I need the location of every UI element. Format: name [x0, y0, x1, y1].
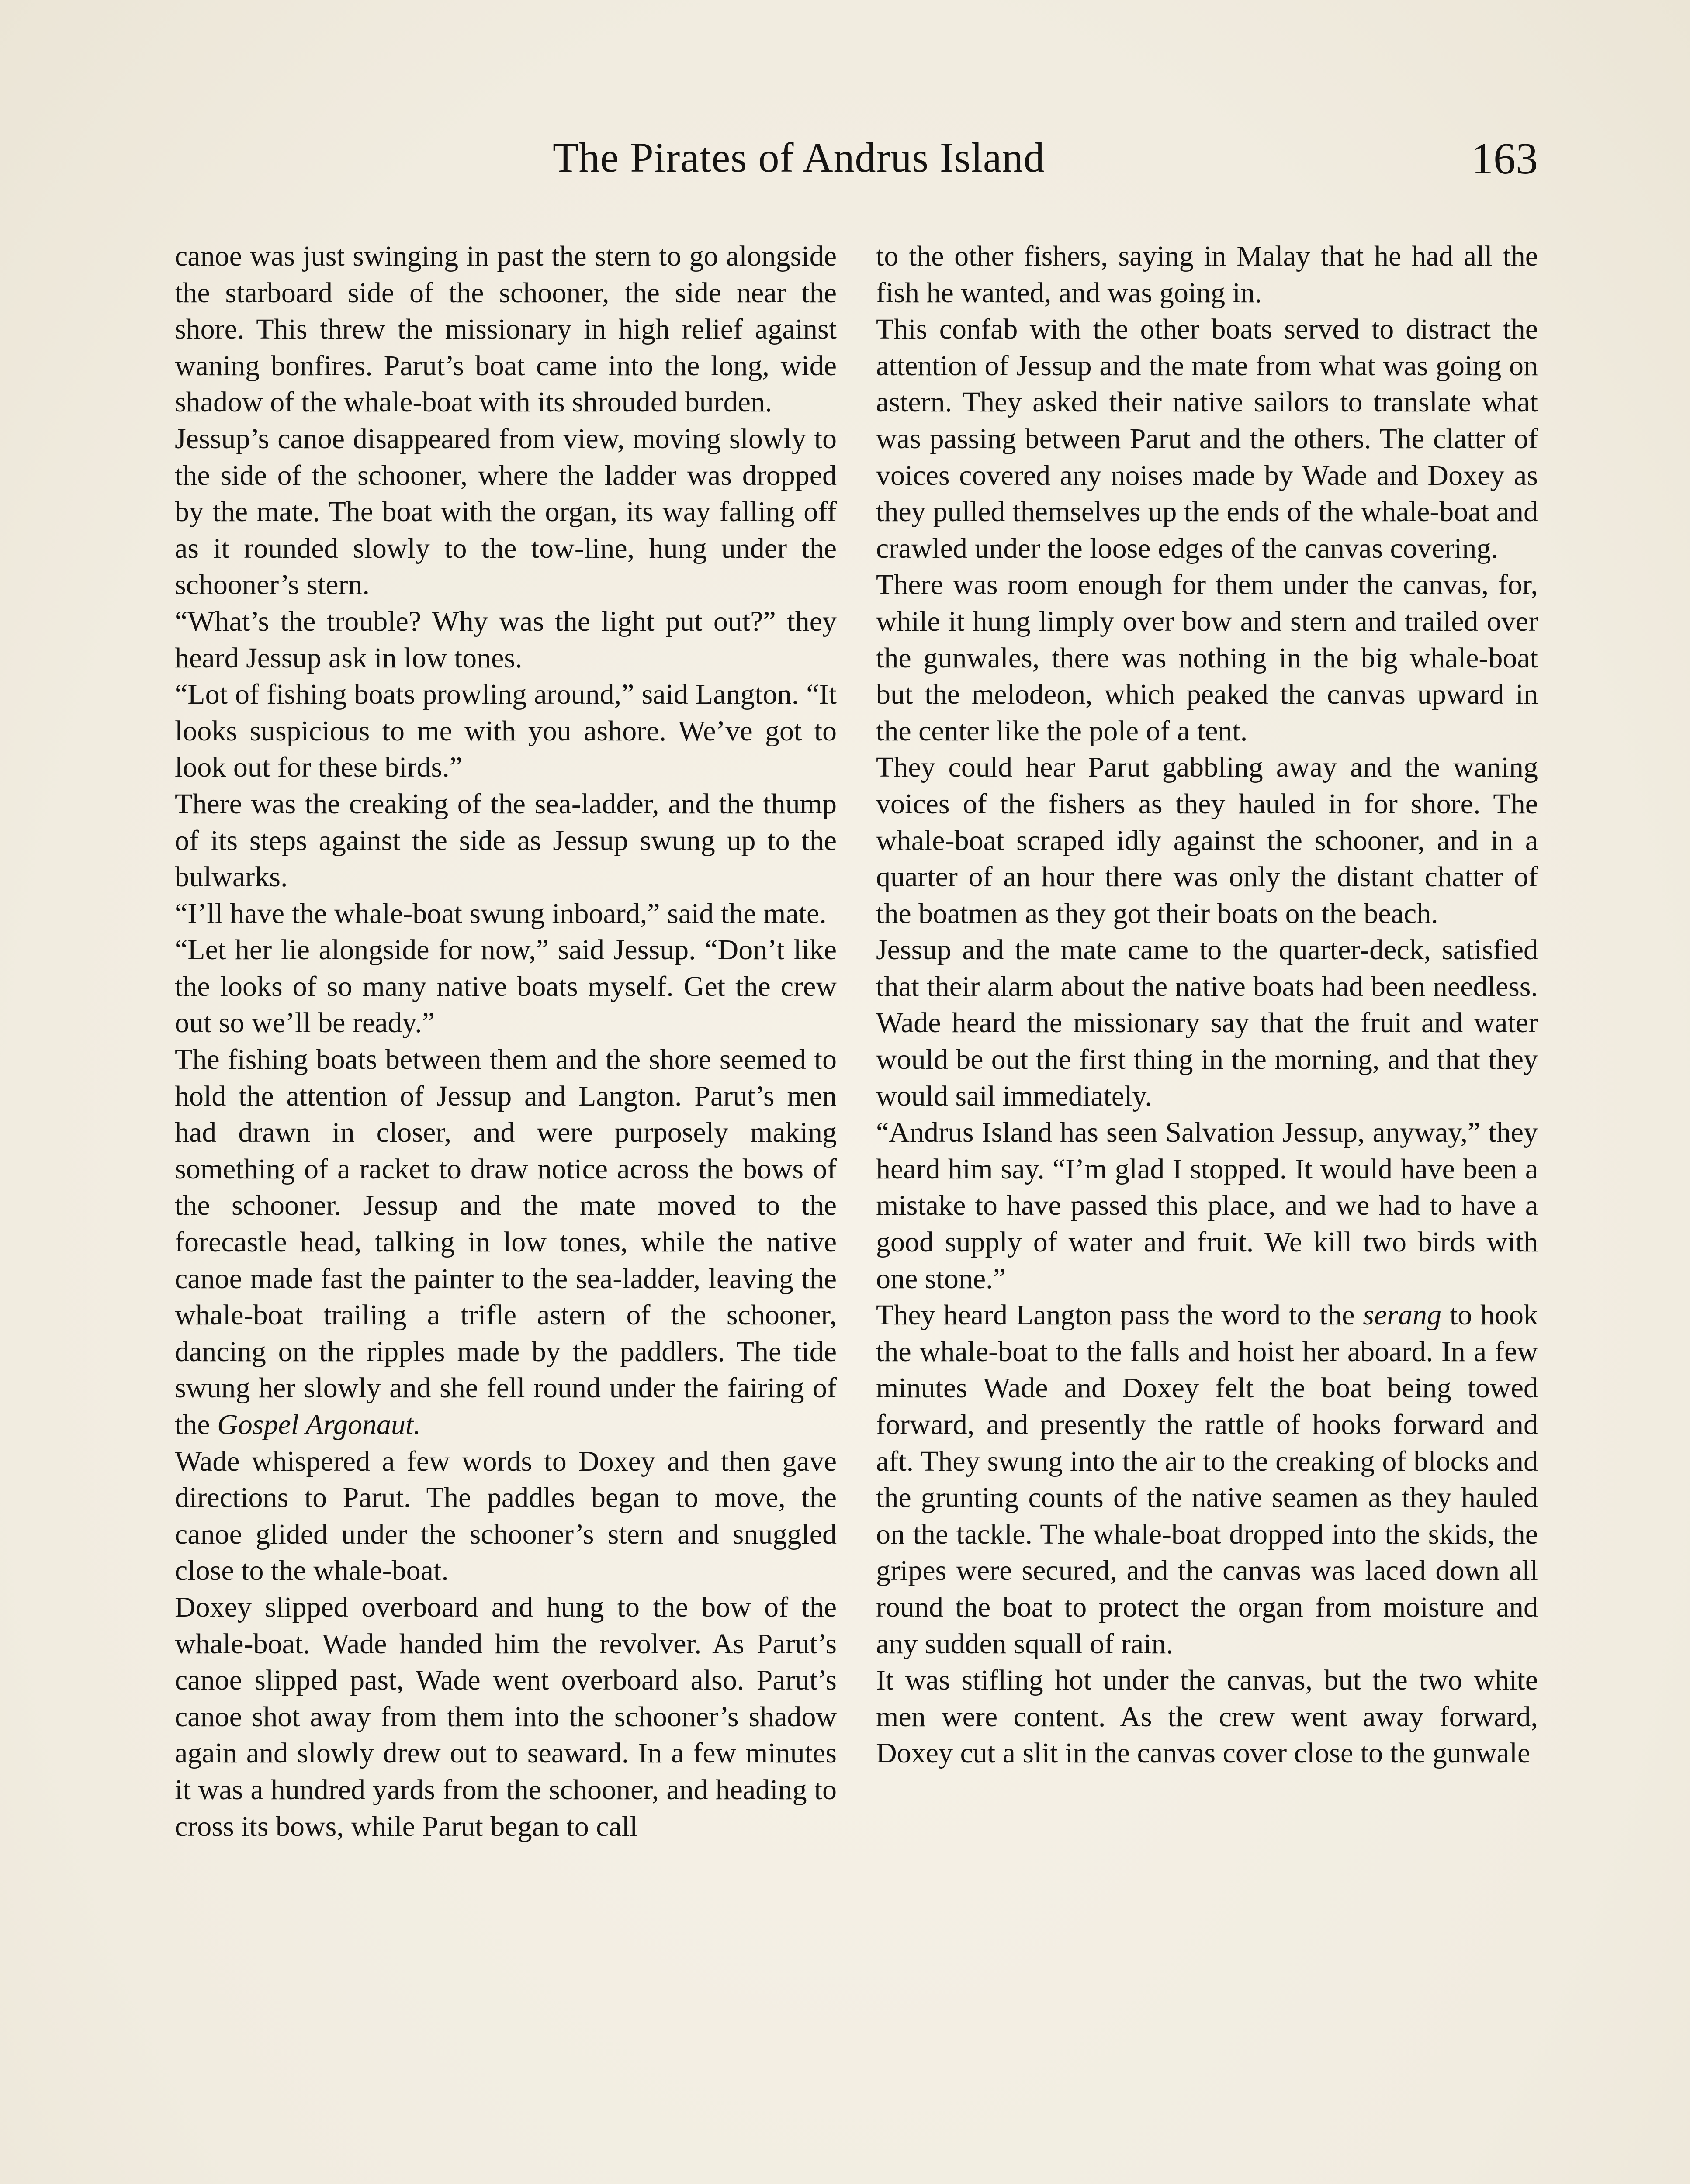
paragraph: There was room enough for them under the canvas, for, while it hung limply over bow and stern and trailed over the gunwales, there was nothing in the big whale-boat but the melodeon, which peaked the canvas upward in the center like the pole of a tent. — [876, 569, 1538, 747]
paragraph — [175, 1041, 837, 1443]
right-column — [876, 238, 1538, 1772]
running-title: The Pirates of Andrus Island — [553, 134, 1045, 181]
paragraph: There was the creaking of the sea-ladder, and the thump of its steps against the side as Jessup swung up to the bulwarks. — [175, 788, 837, 893]
paragraph: This confab with the other boats served to distract the attention of Jessup and the mate from what was going on astern. They asked their native sailors to translate what was passing between Parut and the others. The clatter of voices covered any noises made by Wade and Doxey as they pulled themselves up the ends of the whale-boat and crawled under the loose edges of the canvas covering. — [876, 313, 1538, 564]
page-number: 163 — [1471, 134, 1538, 183]
paragraph: Jessup’s canoe disappeared from view, moving slowly to the side of the schooner, where the ladder was dropped by the mate. The boat with the organ, its way falling off as it rounded slowly to the tow-line, hung under the schooner’s stern. — [175, 422, 837, 601]
paragraph-text: The fishing boats between them and the shore seemed to hold the attention of Jessup and Langton. Parut’s men had drawn in closer, and were purposely making something of a racket to draw notice across the bows of the schooner. Jessup and the mate moved to the forecastle head, talking in low tones, while the native canoe made fast the painter to the sea-ladder, leaving the whale-boat trailing a trifle astern of the schooner, dancing on the ripples made by the paddlers. The tide swung her slowly and she fell round under the fairing of the — [175, 1044, 837, 1441]
italic-term: serang — [1363, 1299, 1442, 1331]
paragraph: Jessup and the mate came to the quarter-deck, satisfied that their alarm about the native boats had been needless. Wade heard the missionary say that the fruit and water would be out the first thing in the morning, and that they would sail immediately. — [876, 934, 1538, 1112]
paragraph: “Let her lie alongside for now,” said Jessup. “Don’t like the looks of so many native boats myself. Get the crew out so we’ll be ready.” — [175, 934, 837, 1039]
paragraph: “Lot of fishing boats prowling around,” said Langton. “It looks suspicious to me with you ashore. We’ve got to look out for these birds.” — [175, 678, 837, 784]
paragraph-text: to hook the whale-boat to the falls and hoist her aboard. In a few minutes Wade and Doxey felt the boat being towed forward, and presently the rattle of hooks forward and aft. They swung into the air to the creaking of blocks and the grunting counts of the native seamen as they hauled on the tackle. The whale-boat dropped into the skids, the gripes were secured, and the canvas was laced down all round the boat to protect the organ from moisture and any sudden squall of rain. — [876, 1299, 1538, 1660]
paragraph: canoe was just swinging in past the stern to go alongside the starboard side of the schooner, the side near the shore. This threw the missionary in high relief against waning bonfires. Parut’s boat came into the long, wide shadow of the whale-boat with its shrouded burden. — [175, 240, 837, 418]
paragraph: “What’s the trouble? Why was the light put out?” they heard Jessup ask in low tones. — [175, 605, 837, 674]
left-column — [175, 238, 837, 1845]
paragraph-text: They heard Langton pass the word to the — [876, 1299, 1355, 1331]
paragraph: “I’ll have the whale-boat swung inboard,” said the mate. — [175, 897, 827, 930]
paragraph: Doxey slipped overboard and hung to the bow of the whale-boat. Wade handed him the revolver. As Parut’s canoe slipped past, Wade went overboard also. Parut’s canoe shot away from them into the schooner’s shadow again and slowly drew out to seaward. In a few minutes it was a hundred yards from the schooner, and heading to cross its bows, while Parut began to call — [175, 1591, 837, 1842]
paragraph: Wade whispered a few words to Doxey and then gave directions to Parut. The paddles began to move, the canoe glided under the schooner’s stern and snuggled close to the whale-boat. — [175, 1445, 837, 1587]
paragraph: to the other fishers, saying in Malay that he had all the fish he wanted, and was going in. — [876, 240, 1538, 309]
paragraph: They could hear Parut gabbling away and the waning voices of the fishers as they hauled in for shore. The whale-boat scraped idly against the schooner, and in a quarter of an hour there was only the distant chatter of the boatmen as they got their boats on the beach. — [876, 751, 1538, 930]
paragraph: It was stifling hot under the canvas, but the two white men were content. As the crew went away forward, Doxey cut a slit in the canvas cover close to the gunwale — [876, 1664, 1538, 1769]
ship-name: Gospel Argonaut. — [217, 1409, 421, 1441]
paragraph: “Andrus Island has seen Salvation Jessup, anyway,” they heard him say. “I’m glad I stopped. It would have been a mistake to have passed this place, and we had to have a good supply of water and fruit. We kill two birds with one stone.” — [876, 1116, 1538, 1295]
page-header — [170, 133, 1538, 194]
paragraph — [876, 1297, 1538, 1662]
